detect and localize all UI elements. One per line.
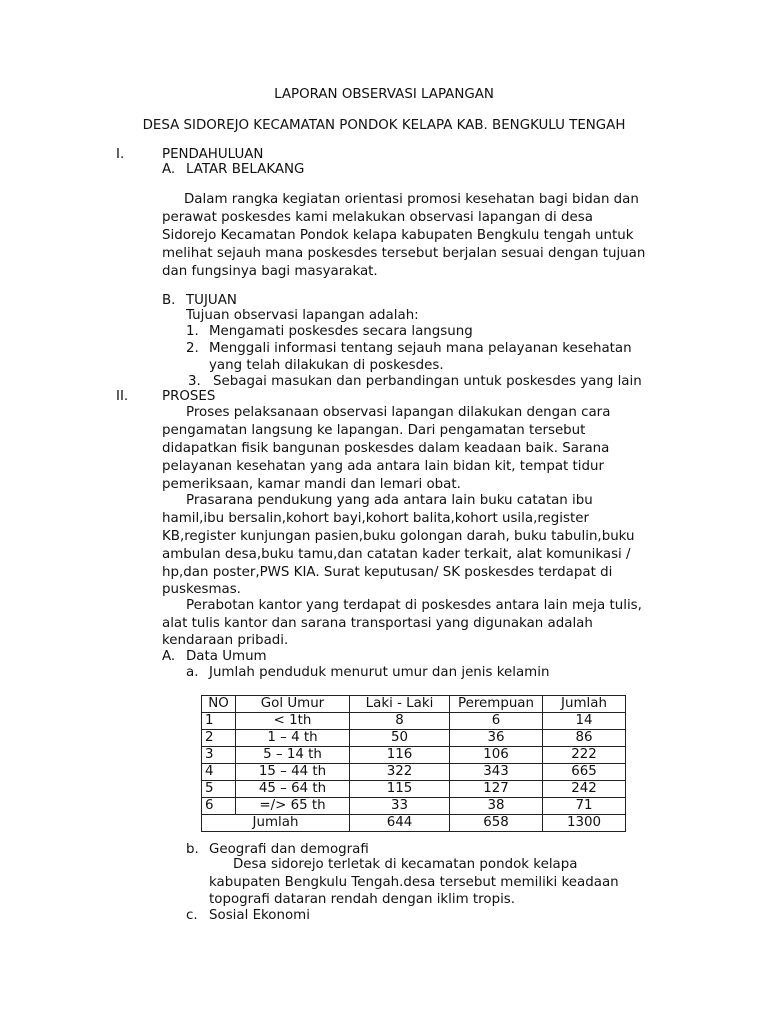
subsection-a-label: A. <box>162 162 176 177</box>
proses-para2-line-6: puskesmas. <box>162 582 241 597</box>
tujuan-item-1-text: Mengamati poskesdes secara langsung <box>209 324 473 339</box>
table-total-perempuan: 658 <box>450 815 543 832</box>
table-cell: 6 <box>450 713 543 730</box>
table-cell: 6 <box>202 798 236 815</box>
table-cell: 36 <box>450 730 543 747</box>
table-cell: 45 – 64 th <box>236 781 350 798</box>
table-cell: 38 <box>450 798 543 815</box>
table-cell: 5 <box>202 781 236 798</box>
table-cell: 8 <box>350 713 450 730</box>
table-header-gol-umur: Gol Umur <box>236 696 350 713</box>
table-total-row <box>202 815 626 832</box>
proses-para1-line-2: pengamatan langsung ke lapangan. Dari pengamatan tersebut <box>162 423 586 438</box>
table-total-laki-laki: 644 <box>350 815 450 832</box>
tujuan-item-2-number: 2. <box>186 341 199 356</box>
tujuan-item-3-number: 3. <box>188 374 201 389</box>
proses-para2-line-4: ambulan desa,buku tamu,dan catatan kader terkait, alat komunikasi / <box>162 547 631 562</box>
section-2-heading: PROSES <box>162 389 216 404</box>
proses-para2-line-3: KB,register kunjungan pasien,buku golongan darah, buku tabulin,buku <box>162 529 635 544</box>
table-cell: 106 <box>450 747 543 764</box>
sub-b-label: b. <box>186 842 199 857</box>
table-header-perempuan: Perempuan <box>450 696 543 713</box>
table-cell: 86 <box>543 730 626 747</box>
proses-para1-line-3: didapatkan fisik bangunan poskesdes dalam keadaan baik. Sarana <box>162 441 610 456</box>
table-row <box>202 730 626 747</box>
subsection-a-heading: LATAR BELAKANG <box>186 162 305 177</box>
table-cell: 2 <box>202 730 236 747</box>
table-cell: 242 <box>543 781 626 798</box>
proses-para3-line-2: alat tulis kantor dan sarana transportasi yang digunakan adalah <box>162 616 593 631</box>
tujuan-item-2-continuation: yang telah dilakukan di poskesdes. <box>209 358 444 373</box>
table-total-jumlah: 1300 <box>543 815 626 832</box>
proses-para3-line-1: Perabotan kantor yang terdapat di poskesdes antara lain meja tulis, <box>186 598 642 613</box>
geografi-line-2: kabupaten Bengkulu Tengah.desa tersebut memiliki keadaan <box>209 875 619 890</box>
table-header-no: NO <box>202 696 236 713</box>
proses-para2-line-2: hamil,ibu bersalin,kohort bayi,kohort balita,kohort usila,register <box>162 511 589 526</box>
proses-para3-line-3: kendaraan pribadi. <box>162 633 289 648</box>
tujuan-item-2-text: Menggali informasi tentang sejauh mana pelayanan kesehatan <box>209 341 632 356</box>
table-total-label: Jumlah <box>202 815 350 832</box>
latar-belakang-line-2: perawat poskesdes kami melakukan observasi lapangan di desa <box>162 210 593 225</box>
latar-belakang-line-3: Sidorejo Kecamatan Pondok kelapa kabupaten Bengkulu tengah untuk <box>162 228 634 243</box>
geografi-line-3: topografi dataran rendah dengan iklim tropis. <box>209 892 516 907</box>
latar-belakang-line-1: Dalam rangka kegiatan orientasi promosi kesehatan bagi bidan dan <box>184 192 639 207</box>
table-cell: 4 <box>202 764 236 781</box>
population-table <box>201 695 626 832</box>
table-row <box>202 781 626 798</box>
table-header-row <box>202 696 626 713</box>
table-cell: 665 <box>543 764 626 781</box>
table-row <box>202 747 626 764</box>
table-row <box>202 713 626 730</box>
proses-para1-line-5: pemeriksaan, kamar mandi dan lemari obat. <box>162 477 461 492</box>
proses-para1-line-1: Proses pelaksanaan observasi lapangan dilakukan dengan cara <box>186 405 611 420</box>
table-cell: 14 <box>543 713 626 730</box>
proses-para2-line-5: hp,dan poster,PWS KIA. Surat keputusan/ SK poskesdes terdapat di <box>162 565 613 580</box>
table-cell: 322 <box>350 764 450 781</box>
table-cell: 71 <box>543 798 626 815</box>
subsection-b-heading: TUJUAN <box>186 293 237 308</box>
table-cell: 3 <box>202 747 236 764</box>
sub-a-label: a. <box>186 665 199 680</box>
sub-c-heading: Sosial Ekonomi <box>209 908 310 923</box>
sub-b-heading: Geografi dan demografi <box>209 842 369 857</box>
subsection-b-label: B. <box>162 293 176 308</box>
proses-para1-line-4: pelayanan kesehatan yang ada antara lain bidan kit, tempat tidur <box>162 459 605 474</box>
latar-belakang-line-4: melihat sejauh mana poskesdes tersebut berjalan sesuai dengan tujuan <box>162 246 646 261</box>
table-cell: 116 <box>350 747 450 764</box>
section-1-number: I. <box>116 147 125 162</box>
table-cell: 115 <box>350 781 450 798</box>
table-cell: 127 <box>450 781 543 798</box>
document-subtitle: DESA SIDOREJO KECAMATAN PONDOK KELAPA KAB. BENGKULU TENGAH <box>142 118 626 133</box>
geografi-line-1: Desa sidorejo terletak di kecamatan pondok kelapa <box>233 857 578 872</box>
table-row <box>202 798 626 815</box>
table-cell: 1 <box>202 713 236 730</box>
table-header-laki-laki: Laki - Laki <box>350 696 450 713</box>
table-cell: 222 <box>543 747 626 764</box>
tujuan-item-1-number: 1. <box>186 324 199 339</box>
table-cell: =/> 65 th <box>236 798 350 815</box>
table-cell: < 1th <box>236 713 350 730</box>
table-cell: 1 – 4 th <box>236 730 350 747</box>
table-header-jumlah: Jumlah <box>543 696 626 713</box>
table-cell: 343 <box>450 764 543 781</box>
document-title: LAPORAN OBSERVASI LAPANGAN <box>274 87 494 102</box>
table-row <box>202 764 626 781</box>
tujuan-item-3-text: Sebagai masukan dan perbandingan untuk poskesdes yang lain <box>213 374 642 389</box>
tujuan-intro: Tujuan observasi lapangan adalah: <box>186 308 419 323</box>
data-umum-label: A. <box>162 649 176 664</box>
table-cell: 15 – 44 th <box>236 764 350 781</box>
latar-belakang-line-5: dan fungsinya bagi masyarakat. <box>162 264 378 279</box>
proses-para2-line-1: Prasarana pendukung yang ada antara lain buku catatan ibu <box>186 493 593 508</box>
sub-a-text: Jumlah penduduk menurut umur dan jenis kelamin <box>209 665 550 680</box>
section-1-heading: PENDAHULUAN <box>162 147 264 162</box>
sub-c-label: c. <box>186 908 198 923</box>
table-cell: 50 <box>350 730 450 747</box>
section-2-number: II. <box>116 389 129 404</box>
table-cell: 33 <box>350 798 450 815</box>
data-umum-heading: Data Umum <box>186 649 267 664</box>
table-cell: 5 – 14 th <box>236 747 350 764</box>
